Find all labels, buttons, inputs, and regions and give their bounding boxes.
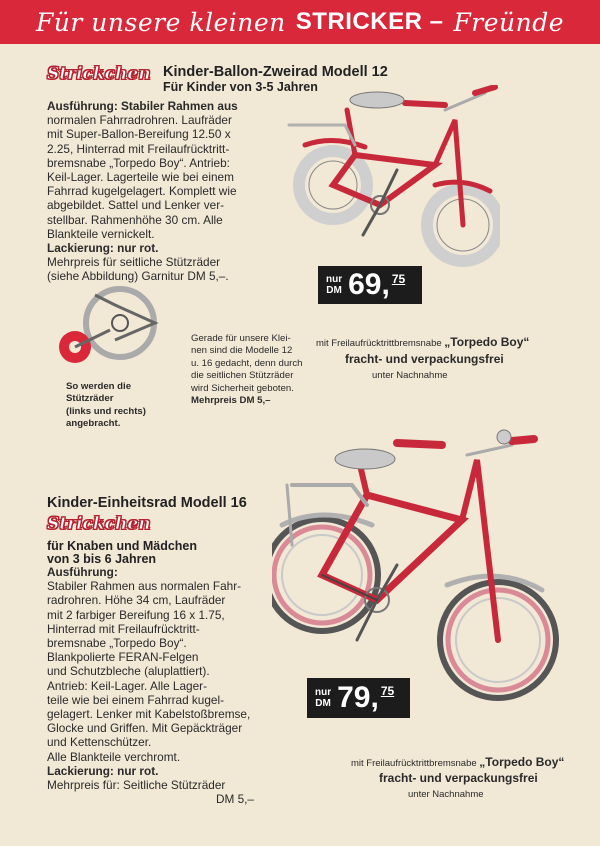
bike-model16-illustration: [272, 425, 562, 715]
model12-line: normalen Fahrradrohren. Laufräder: [47, 113, 232, 128]
model16-line: Antrieb: Keil-Lager. Alle Lager-: [47, 678, 208, 693]
model16-line: und Kettenschützer.: [47, 735, 152, 750]
model16-price-cents: 75: [380, 684, 395, 698]
model12-line: Ausführung: Stabiler Rahmen aus: [47, 99, 238, 113]
model16-line: Lackierung: nur rot.: [47, 763, 159, 778]
model16-cod: unter Nachnahme: [408, 789, 484, 800]
model12-line: Keil-Lager. Lagerteile wie bei einem: [47, 170, 234, 185]
model16-line: Stabiler Rahmen aus normalen Fahr-: [47, 579, 242, 594]
model16-line: Glocke und Griffen. Mit Gepäckträger: [47, 721, 243, 736]
model16-description: [47, 565, 267, 806]
model16-line: bremsnabe „Torpedo Boy“.: [47, 636, 187, 651]
model16-line: DM 5,–: [215, 792, 254, 807]
model16-brand-logo: Strickchen: [47, 514, 151, 534]
model12-cod: unter Nachnahme: [372, 370, 448, 381]
caption-line: So werden die: [66, 381, 132, 392]
model12-line: 2.25, Hinterrad mit Freilaufrücktritt-: [47, 141, 230, 156]
model12-subtitle: Für Kinder von 3-5 Jahren: [163, 80, 318, 94]
caption-line: angebracht.: [66, 418, 121, 430]
model12-line: (siehe Abbildung) Garnitur DM 5,–.: [47, 269, 229, 284]
model12-title: Kinder-Ballon-Zweirad Modell 12: [163, 64, 388, 80]
note-line: u. 16 gedacht, denn durch: [191, 357, 303, 369]
model16-subtitle-1: für Knaben und Mädchen: [47, 539, 197, 553]
model16-hub-line: [351, 755, 564, 769]
model12-hub-line: [316, 335, 529, 349]
model12-freight: fracht- und verpackungsfrei: [345, 352, 504, 366]
model12-line: mit Super-Ballon-Bereifung 12.50 x: [47, 127, 231, 142]
hub-prefix: mit Freilaufrücktrittbremsnabe: [351, 758, 477, 769]
model12-line: Mehrpreis für seitliche Stützräder: [47, 255, 221, 270]
model12-price-cents: 75: [391, 272, 406, 286]
model12-line: stellbar. Rahmenhöhe 30 cm. Alle: [47, 212, 223, 227]
price-label-dm: DM: [326, 285, 342, 296]
price-label-nur: nur: [315, 687, 332, 698]
note-line: Mehrpreis DM 5,–: [191, 395, 271, 407]
model16-freight: fracht- und verpackungsfrei: [379, 771, 538, 785]
stuetzraeder-illustration: [55, 285, 165, 375]
bike-model12-illustration: [285, 85, 500, 285]
model16-line: Ausführung:: [47, 565, 118, 579]
model16-price-tag: [307, 678, 410, 718]
model16-line: Hinterrad mit Freilaufrücktritt-: [47, 621, 200, 636]
model16-line: Alle Blankteile verchromt.: [47, 749, 181, 764]
model12-line: Lackierung: nur rot.: [47, 241, 159, 256]
banner-brand: STRICKER –: [295, 8, 444, 35]
stuetz-note: [191, 333, 311, 407]
model12-price-tag: [318, 266, 422, 304]
banner-script-right: Freünde: [453, 7, 565, 37]
model12-line: Blankteile vernickelt.: [47, 226, 155, 241]
stuetz-caption: [66, 381, 146, 431]
hub-name: „Torpedo Boy“: [479, 755, 565, 769]
caption-line: (links und rechts): [66, 405, 146, 417]
model16-subtitle-2: von 3 bis 6 Jahren: [47, 552, 157, 566]
model12-line: abgebildet. Sattel und Lenker ver-: [47, 198, 225, 213]
note-line: die seitlichen Stützräder: [191, 370, 294, 382]
model16-line: Mehrpreis für: Seitliche Stützräder: [47, 778, 226, 793]
note-line: wird Sicherheit geboten.: [191, 382, 294, 394]
model16-line: gelagert. Lenker mit Kabelstoßbremse,: [47, 707, 251, 722]
note-line: Gerade für unsere Klei-: [191, 333, 291, 344]
model16-line: und Schutzbleche (aluplattiert).: [47, 664, 210, 679]
caption-line: Stützräder: [66, 393, 114, 405]
hub-prefix: mit Freilaufrücktrittbremsnabe: [316, 338, 442, 349]
hub-name: „Torpedo Boy“: [444, 335, 530, 349]
model16-line: radrohren. Höhe 34 cm, Laufräder: [47, 593, 226, 608]
model12-description: [47, 99, 287, 284]
model16-line: mit 2 farbiger Bereifung 16 x 1.75,: [47, 607, 225, 622]
model16-price-value: 79,: [337, 681, 379, 714]
model12-line: Fahrrad kugelgelagert. Komplett wie: [47, 184, 237, 199]
banner-script-left: Für unsere kleinen: [35, 7, 286, 37]
model12-brand-logo: Strickchen: [47, 64, 151, 84]
note-line: nen sind die Modelle 12: [191, 345, 293, 357]
price-label-nur: nur: [326, 274, 343, 285]
model16-title: Kinder-Einheitsrad Modell 16: [47, 495, 247, 511]
model12-price-value: 69,: [348, 268, 390, 301]
price-label-dm: DM: [315, 698, 331, 709]
header-banner: [0, 0, 600, 44]
model16-line: teile wie bei einem Fahrrad kugel-: [47, 692, 225, 707]
model12-line: bremsnabe „Torpedo Boy“. Antrieb:: [47, 155, 230, 170]
model16-line: Blankpolierte FERAN-Felgen: [47, 650, 199, 665]
